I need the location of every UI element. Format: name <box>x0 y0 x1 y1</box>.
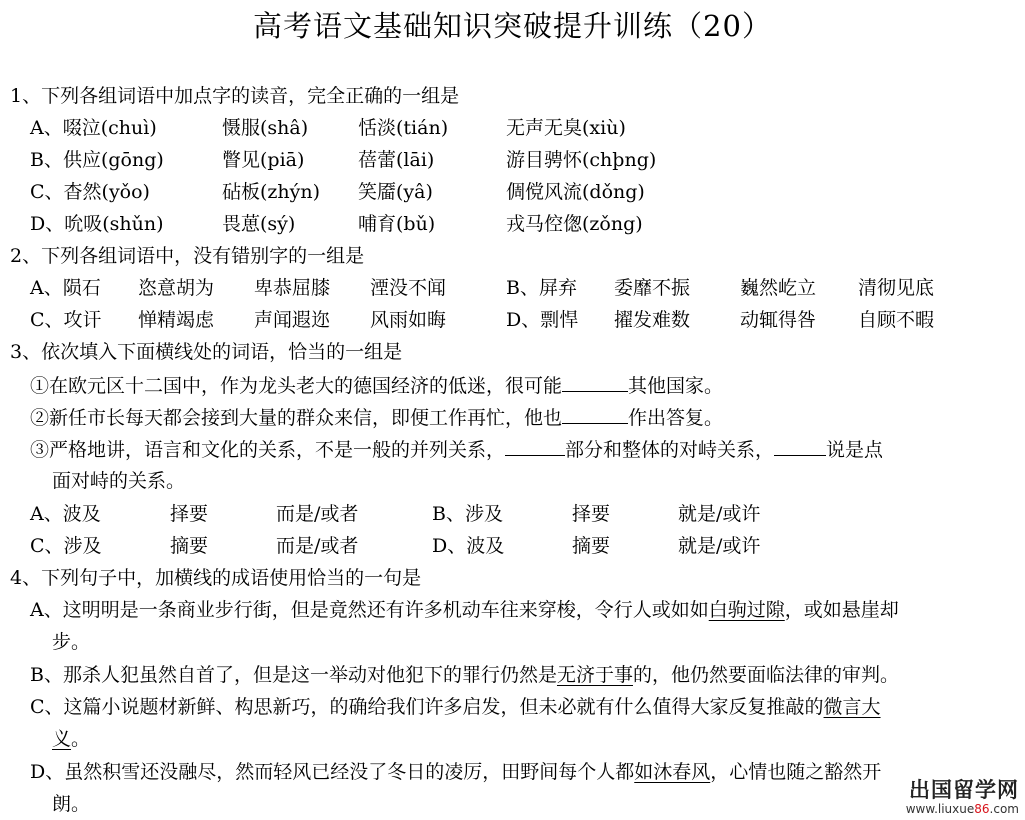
q4-option-b-idiom: 无济于事 <box>556 664 633 686</box>
q3-sentence-3-continued: 面对峙的关系。 <box>52 470 186 492</box>
watermark-name: 出国留学网 <box>909 778 1019 802</box>
q4-option-a-text-end: ，或如悬崖却 <box>784 599 899 621</box>
q3-sentence-3 <box>30 437 883 462</box>
q3-sentence-3-start: ③严格地讲，语言和文化的关系，不是一般的并列关系， <box>30 439 506 461</box>
q3-sentence-2 <box>30 405 723 430</box>
q2-cell: 风雨如晦 <box>370 309 447 331</box>
q4-option-c-text-end: 。 <box>71 728 91 750</box>
q2-cell: 巍然屹立 <box>740 277 817 299</box>
q4-option-c-idiom-end: 义 <box>52 728 72 750</box>
fill-blank <box>774 437 826 456</box>
question-3-stem: 3、依次填入下面横线处的词语，恰当的一组是 <box>10 341 403 363</box>
q3-cell: 摘要 <box>170 535 209 557</box>
q1-option-a-1: A、啜泣(chuì) <box>30 117 157 139</box>
q3-cell: 择要 <box>572 503 611 525</box>
q2-cell: C、攻讦 <box>30 309 102 331</box>
q2-cell: 清彻见底 <box>858 277 935 299</box>
q3-cell: D、波及 <box>432 535 505 557</box>
watermark-url-end: .com <box>989 802 1019 816</box>
watermark-url-start: www.liuxue <box>905 802 975 816</box>
q2-cell: 声闻遐迩 <box>254 309 331 331</box>
q4-option-a-text: A、这明明是一条商业步行街，但是竟然还有许多机动车往来穿梭，令行人或如如 <box>30 599 709 621</box>
q1-option-b-4: 游目骋怀(chþng) <box>506 149 657 171</box>
q1-option-b-3: 蓓蕾(lāi) <box>358 149 435 171</box>
q1-option-d-3: 哺育(bǔ) <box>358 213 436 235</box>
fill-blank <box>562 373 628 392</box>
q3-cell: B、涉及 <box>432 503 503 525</box>
q3-cell: 就是/或许 <box>678 503 761 525</box>
question-1-stem: 1、下列各组词语中加点字的读音，完全正确的一组是 <box>10 85 460 107</box>
q4-option-d <box>30 760 881 784</box>
q4-option-b-text: B、那杀人犯虽然自首了，但是这一举动对他犯下的罪行仍然是 <box>30 664 557 686</box>
q1-option-d-2: 畏葸(sý) <box>222 213 296 235</box>
q3-sentence-2-start: ②新任市长每天都会接到大量的群众来信，即便工作再忙，他也 <box>30 407 563 429</box>
q3-sentence-1-end: 其他国家。 <box>628 375 724 397</box>
q3-sentence-2-end: 作出答复。 <box>628 407 724 429</box>
q3-cell: C、涉及 <box>30 535 102 557</box>
q1-option-a-4: 无声无臭(xiù) <box>506 117 626 139</box>
q3-sentence-3-mid: 部分和整体的对峙关系， <box>565 439 775 461</box>
q4-option-a <box>30 598 899 622</box>
q2-cell: 擢发难数 <box>614 309 691 331</box>
q3-cell: A、波及 <box>30 503 101 525</box>
q3-cell: 而是/或者 <box>276 503 359 525</box>
q1-option-a-3: 恬淡(tián) <box>358 117 449 139</box>
q4-option-c-text: C、这篇小说题材新鲜、构思新巧，的确给我们许多启发，但未必就有什么值得大家反复推敲的 <box>30 696 824 718</box>
q2-cell: 自顾不暇 <box>858 309 935 331</box>
q2-cell: B、屏弃 <box>506 277 577 299</box>
q2-cell: A、陨石 <box>30 277 101 299</box>
q4-option-c <box>30 695 881 719</box>
q1-option-b-2: 瞥见(piā) <box>222 149 305 171</box>
q1-option-b-1: B、供应(gōng) <box>30 149 164 171</box>
q4-option-d-idiom: 如沐春风 <box>634 761 711 783</box>
q3-sentence-1 <box>30 373 723 398</box>
q2-cell: 卑恭屈膝 <box>254 277 331 299</box>
q3-cell: 而是/或者 <box>276 535 359 557</box>
q4-option-a-idiom: 白驹过隙 <box>708 599 785 621</box>
q1-option-d-1: D、吮吸(shǔn) <box>30 213 164 235</box>
page-title: 高考语文基础知识突破提升训练（20） <box>253 9 772 43</box>
q4-option-d-text-end: ，心情也随之豁然开 <box>710 761 882 783</box>
question-2-stem: 2、下列各组词语中，没有错别字的一组是 <box>10 245 365 267</box>
q1-option-d-4: 戎马倥偬(zǒng) <box>506 213 643 235</box>
fill-blank <box>562 405 628 424</box>
question-4-stem: 4、下列句子中，加横线的成语使用恰当的一句是 <box>10 567 422 589</box>
q1-option-c-1: C、杳然(yǒo) <box>30 181 150 203</box>
q3-cell: 摘要 <box>572 535 611 557</box>
watermark-url-number: 86 <box>974 802 990 816</box>
q4-option-a-continued: 步。 <box>52 631 91 653</box>
q1-option-c-4: 倜傥风流(dǒng) <box>506 181 645 203</box>
q3-sentence-3-end: 说是点 <box>826 439 884 461</box>
q4-option-d-continued: 朗。 <box>52 793 91 815</box>
q4-option-c-continued <box>52 727 90 751</box>
q2-cell: D、剽悍 <box>506 309 579 331</box>
q3-cell: 择要 <box>170 503 209 525</box>
q1-option-a-2: 慑服(shâ) <box>222 117 309 139</box>
q2-cell: 湮没不闻 <box>370 277 447 299</box>
q3-sentence-1-start: ①在欧元区十二国中，作为龙头老大的德国经济的低迷，很可能 <box>30 375 563 397</box>
q2-cell: 恣意胡为 <box>138 277 215 299</box>
q4-option-b <box>30 663 899 687</box>
site-watermark <box>906 778 1019 816</box>
q2-cell: 惮精竭虑 <box>138 309 215 331</box>
watermark-url <box>906 802 1019 816</box>
q4-option-c-idiom: 微言大 <box>823 696 881 718</box>
q4-option-d-text: D、虽然积雪还没融尽，然而轻风已经没了冬日的凌厉，田野间每个人都 <box>30 761 635 783</box>
q4-option-b-text-end: 的，他仍然要面临法律的审判。 <box>632 664 899 686</box>
q2-cell: 动辄得咎 <box>740 309 817 331</box>
q3-cell: 就是/或许 <box>678 535 761 557</box>
q1-option-c-2: 砧板(zhýn) <box>222 181 321 203</box>
q2-cell: 委靡不振 <box>614 277 691 299</box>
fill-blank <box>505 437 565 456</box>
q1-option-c-3: 笑靥(yâ) <box>358 181 433 203</box>
